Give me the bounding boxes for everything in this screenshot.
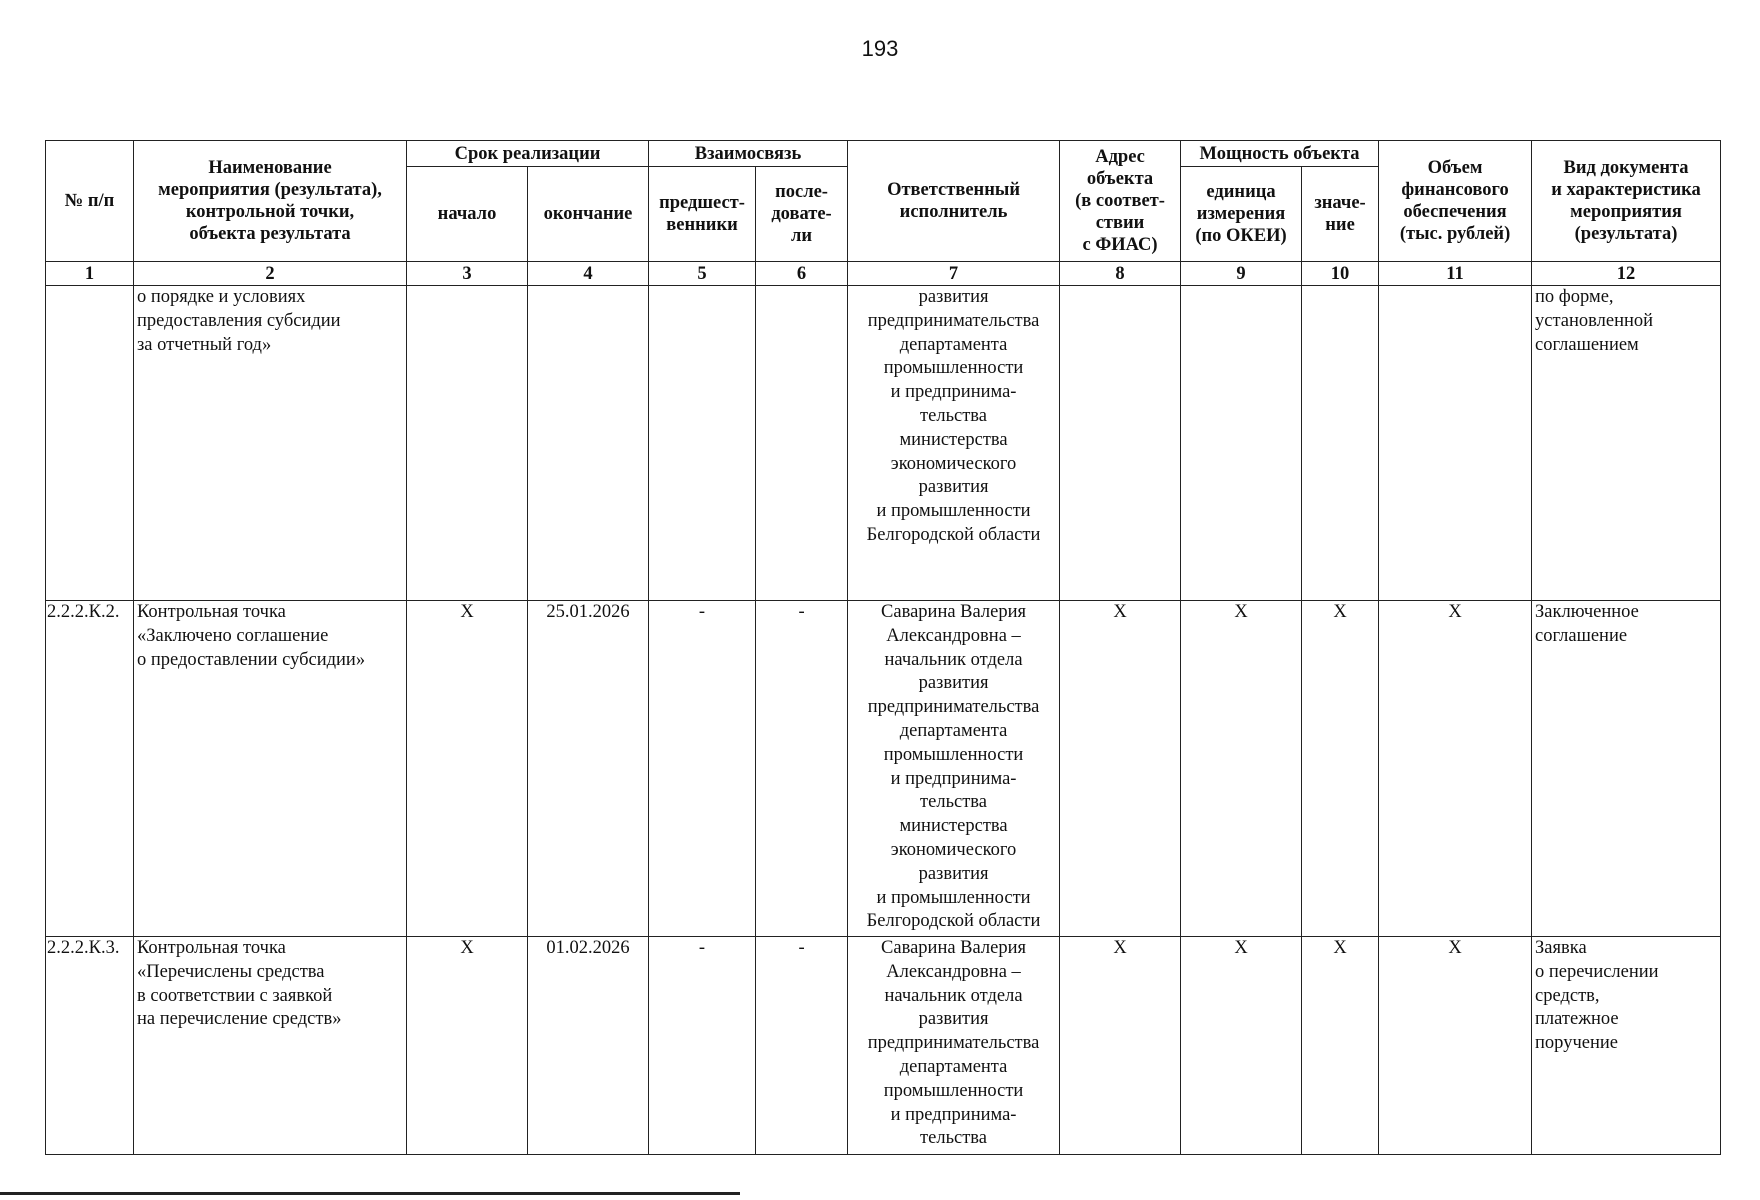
row-responsible: развития предпринимательства департамента промышленности и предпринима- тельства министерства экономического развития и промышленности Белгородской области [848, 286, 1060, 601]
header-link-group: Взаимосвязь [649, 141, 848, 167]
column-number: 8 [1060, 262, 1181, 286]
column-number: 4 [528, 262, 649, 286]
row-address: X [1060, 937, 1181, 1155]
page-number: 193 [861, 36, 899, 61]
column-number: 12 [1532, 262, 1721, 286]
row-end: 01.02.2026 [528, 937, 649, 1155]
row-value [1302, 286, 1379, 601]
header-capacity-group: Мощность объекта [1181, 141, 1379, 167]
row-finance: X [1379, 601, 1532, 937]
row-id: 2.2.2.К.2. [46, 601, 134, 937]
table-row [46, 937, 1721, 1155]
row-finance [1379, 286, 1532, 601]
row-responsible: Саварина Валерия Александровна – начальник отдела развития предпринимательства департамента промышленности и предпринима- тельства [848, 937, 1060, 1155]
row-id [46, 286, 134, 601]
row-name: о порядке и условиях предоставления субсидии за отчетный год» [134, 286, 407, 601]
row-address [1060, 286, 1181, 601]
row-prev [649, 286, 756, 601]
column-number: 2 [134, 262, 407, 286]
column-number: 1 [46, 262, 134, 286]
header-responsible: Ответственный исполнитель [848, 141, 1060, 262]
row-responsible: Саварина Валерия Александровна – начальник отдела развития предпринимательства департамента промышленности и предпринима- тельства министерства экономического развития и промышленности Белгородской области [848, 601, 1060, 937]
row-next: - [756, 601, 848, 937]
row-unit: X [1181, 937, 1302, 1155]
row-prev: - [649, 601, 756, 937]
column-number: 10 [1302, 262, 1379, 286]
row-unit [1181, 286, 1302, 601]
header-link-next: после- довате- ли [756, 167, 848, 262]
row-end [528, 286, 649, 601]
table-row [46, 286, 1721, 601]
table-row [46, 601, 1721, 937]
header-term-start: начало [407, 167, 528, 262]
row-id: 2.2.2.К.3. [46, 937, 134, 1155]
header-doc: Вид документа и характеристика мероприятия (результата) [1532, 141, 1721, 262]
row-value: X [1302, 937, 1379, 1155]
column-number: 7 [848, 262, 1060, 286]
row-end: 25.01.2026 [528, 601, 649, 937]
row-start [407, 286, 528, 601]
row-doc: Заявка о перечислении средств, платежное поручение [1532, 937, 1721, 1155]
bottom-divider [0, 1192, 740, 1195]
column-number: 11 [1379, 262, 1532, 286]
header-term-group: Срок реализации [407, 141, 649, 167]
header-finance: Объем финансового обеспечения (тыс. рублей) [1379, 141, 1532, 262]
column-number: 6 [756, 262, 848, 286]
header-address: Адрес объекта (в соответ- ствии с ФИАС) [1060, 141, 1181, 262]
header-link-prev: предшест- венники [649, 167, 756, 262]
row-unit: X [1181, 601, 1302, 937]
row-start: X [407, 937, 528, 1155]
column-numbers-row [46, 262, 1721, 286]
header-capacity-value: значе- ние [1302, 167, 1379, 262]
row-name: Контрольная точка «Перечислены средства в соответствии с заявкой на перечисление средств» [134, 937, 407, 1155]
row-doc: по форме, установленной соглашением [1532, 286, 1721, 601]
column-number: 9 [1181, 262, 1302, 286]
row-prev: - [649, 937, 756, 1155]
row-finance: X [1379, 937, 1532, 1155]
row-value: X [1302, 601, 1379, 937]
header-no: № п/п [46, 141, 134, 262]
header-capacity-unit: единица измерения (по ОКЕИ) [1181, 167, 1302, 262]
header-name: Наименование мероприятия (результата), контрольной точки, объекта результата [134, 141, 407, 262]
row-next: - [756, 937, 848, 1155]
column-number: 5 [649, 262, 756, 286]
header-term-end: окончание [528, 167, 649, 262]
events-table [45, 140, 1721, 1155]
row-start: X [407, 601, 528, 937]
row-next [756, 286, 848, 601]
row-doc: Заключенное соглашение [1532, 601, 1721, 937]
row-address: X [1060, 601, 1181, 937]
column-number: 3 [407, 262, 528, 286]
row-name: Контрольная точка «Заключено соглашение о предоставлении субсидии» [134, 601, 407, 937]
